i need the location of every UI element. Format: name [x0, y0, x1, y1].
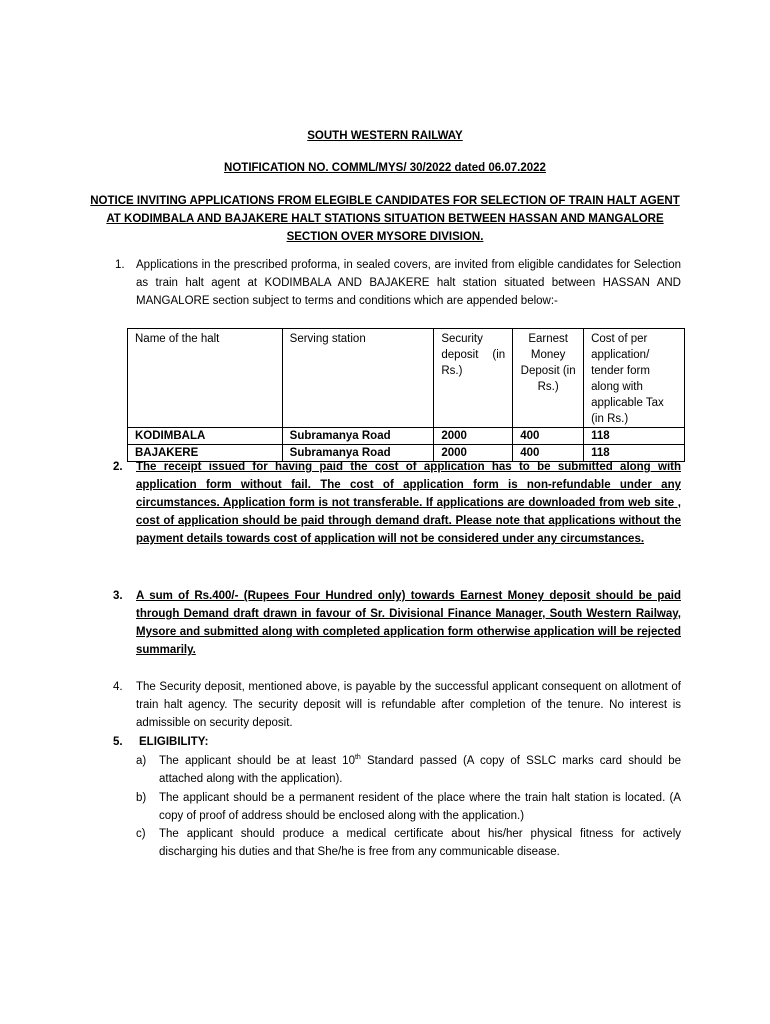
sub-item-b-text: The applicant should be a permanent resident of the place where the train halt station is located. (A copy of proof of address should be enclosed along with the application.) [159, 792, 681, 822]
cell-serving: Subramanya Road [282, 428, 434, 445]
header-earnest-money: Earnest Money Deposit (in Rs.) [513, 329, 584, 428]
cell-security: 2000 [434, 445, 513, 462]
cell-serving: Subramanya Road [282, 445, 434, 462]
organization-title: SOUTH WESTERN RAILWAY [307, 130, 463, 142]
item-4-text: The Security deposit, mentioned above, is payable by the successful applicant consequent on allotment of train halt agency. The security deposit will is refundable after completion of the tenure. No interest is admissible on security deposit. [136, 681, 681, 729]
item-5-number: 5. [113, 736, 123, 748]
cell-cost: 118 [584, 428, 685, 445]
notice-title: NOTICE INVITING APPLICATIONS FROM ELEGIBLE CANDIDATES FOR SELECTION OF TRAIN HALT AGENT AT KODIMBALA AND BAJAKERE HALT STATIONS SITUATION BETWEEN HASSAN AND MANGALORE SECTION OVER MYSORE DIVISION. [90, 195, 680, 243]
item-3-text: A sum of Rs.400/- (Rupees Four Hundred only) towards Earnest Money deposit should be paid through Demand draft drawn in favour of Sr. Divisional Finance Manager, South Western Railway, Mysore and submitted along with completed application form otherwise application will be rejected summarily. [136, 590, 681, 656]
table-row [128, 428, 685, 445]
cell-cost: 118 [584, 445, 685, 462]
sub-item-a-after: Standard passed (A copy of SSLC marks card should be attached along with the application). [159, 755, 682, 785]
cell-earnest: 400 [513, 445, 584, 462]
item-2-number: 2. [113, 461, 123, 473]
sub-item-a-text [159, 752, 681, 788]
header-halt: Name of the halt [128, 329, 283, 428]
cell-earnest: 400 [513, 428, 584, 445]
sub-item-c-marker: c) [136, 828, 146, 840]
item-1-text: Applications in the prescribed proforma, in sealed covers, are invited from eligible candidates for Selection as train halt agent at KODIMBALA AND BAJAKERE halt station situated between HASSAN AND MANGALORE section subject to terms and conditions which are appended below:- [136, 259, 681, 307]
sub-item-a-superscript: th [354, 754, 361, 762]
header-serving-station: Serving station [282, 329, 434, 428]
sub-item-b-marker: b) [136, 792, 147, 804]
cell-halt: BAJAKERE [128, 445, 283, 462]
eligibility-heading: ELIGIBILITY: [139, 736, 209, 748]
header-security-deposit: Security deposit (in Rs.) [434, 329, 513, 428]
item-2-text: The receipt issued for having paid the cost of application has to be submitted along with application form without fail. The cost of application form is non-refundable under any circumstances. Application form is not transferable. If applications are downloaded from web site , cost of application should be paid through demand draft. Please note that applications without the payment details towards cost of application will not be considered under any circumstances. [136, 461, 681, 545]
cell-halt: KODIMBALA [128, 428, 283, 445]
sub-item-c-text: The applicant should produce a medical certificate about his/her physical fitness for actively discharging his duties and that She/he is free from any communicable disease. [159, 828, 681, 858]
table-header-row [128, 329, 685, 428]
item-4-number: 4. [113, 681, 123, 693]
item-1-number: 1. [115, 259, 125, 271]
sub-item-a-before: The applicant should be at least 10 [159, 755, 355, 767]
cell-security: 2000 [434, 428, 513, 445]
notification-number: NOTIFICATION NO. COMML/MYS/ 30/2022 dated 06.07.2022 [224, 162, 546, 174]
halt-table [127, 328, 685, 462]
header-cost: Cost of per application/ tender form along with applicable Tax (in Rs.) [584, 329, 685, 428]
item-3-number: 3. [113, 590, 123, 602]
sub-item-a-marker: a) [136, 755, 147, 767]
